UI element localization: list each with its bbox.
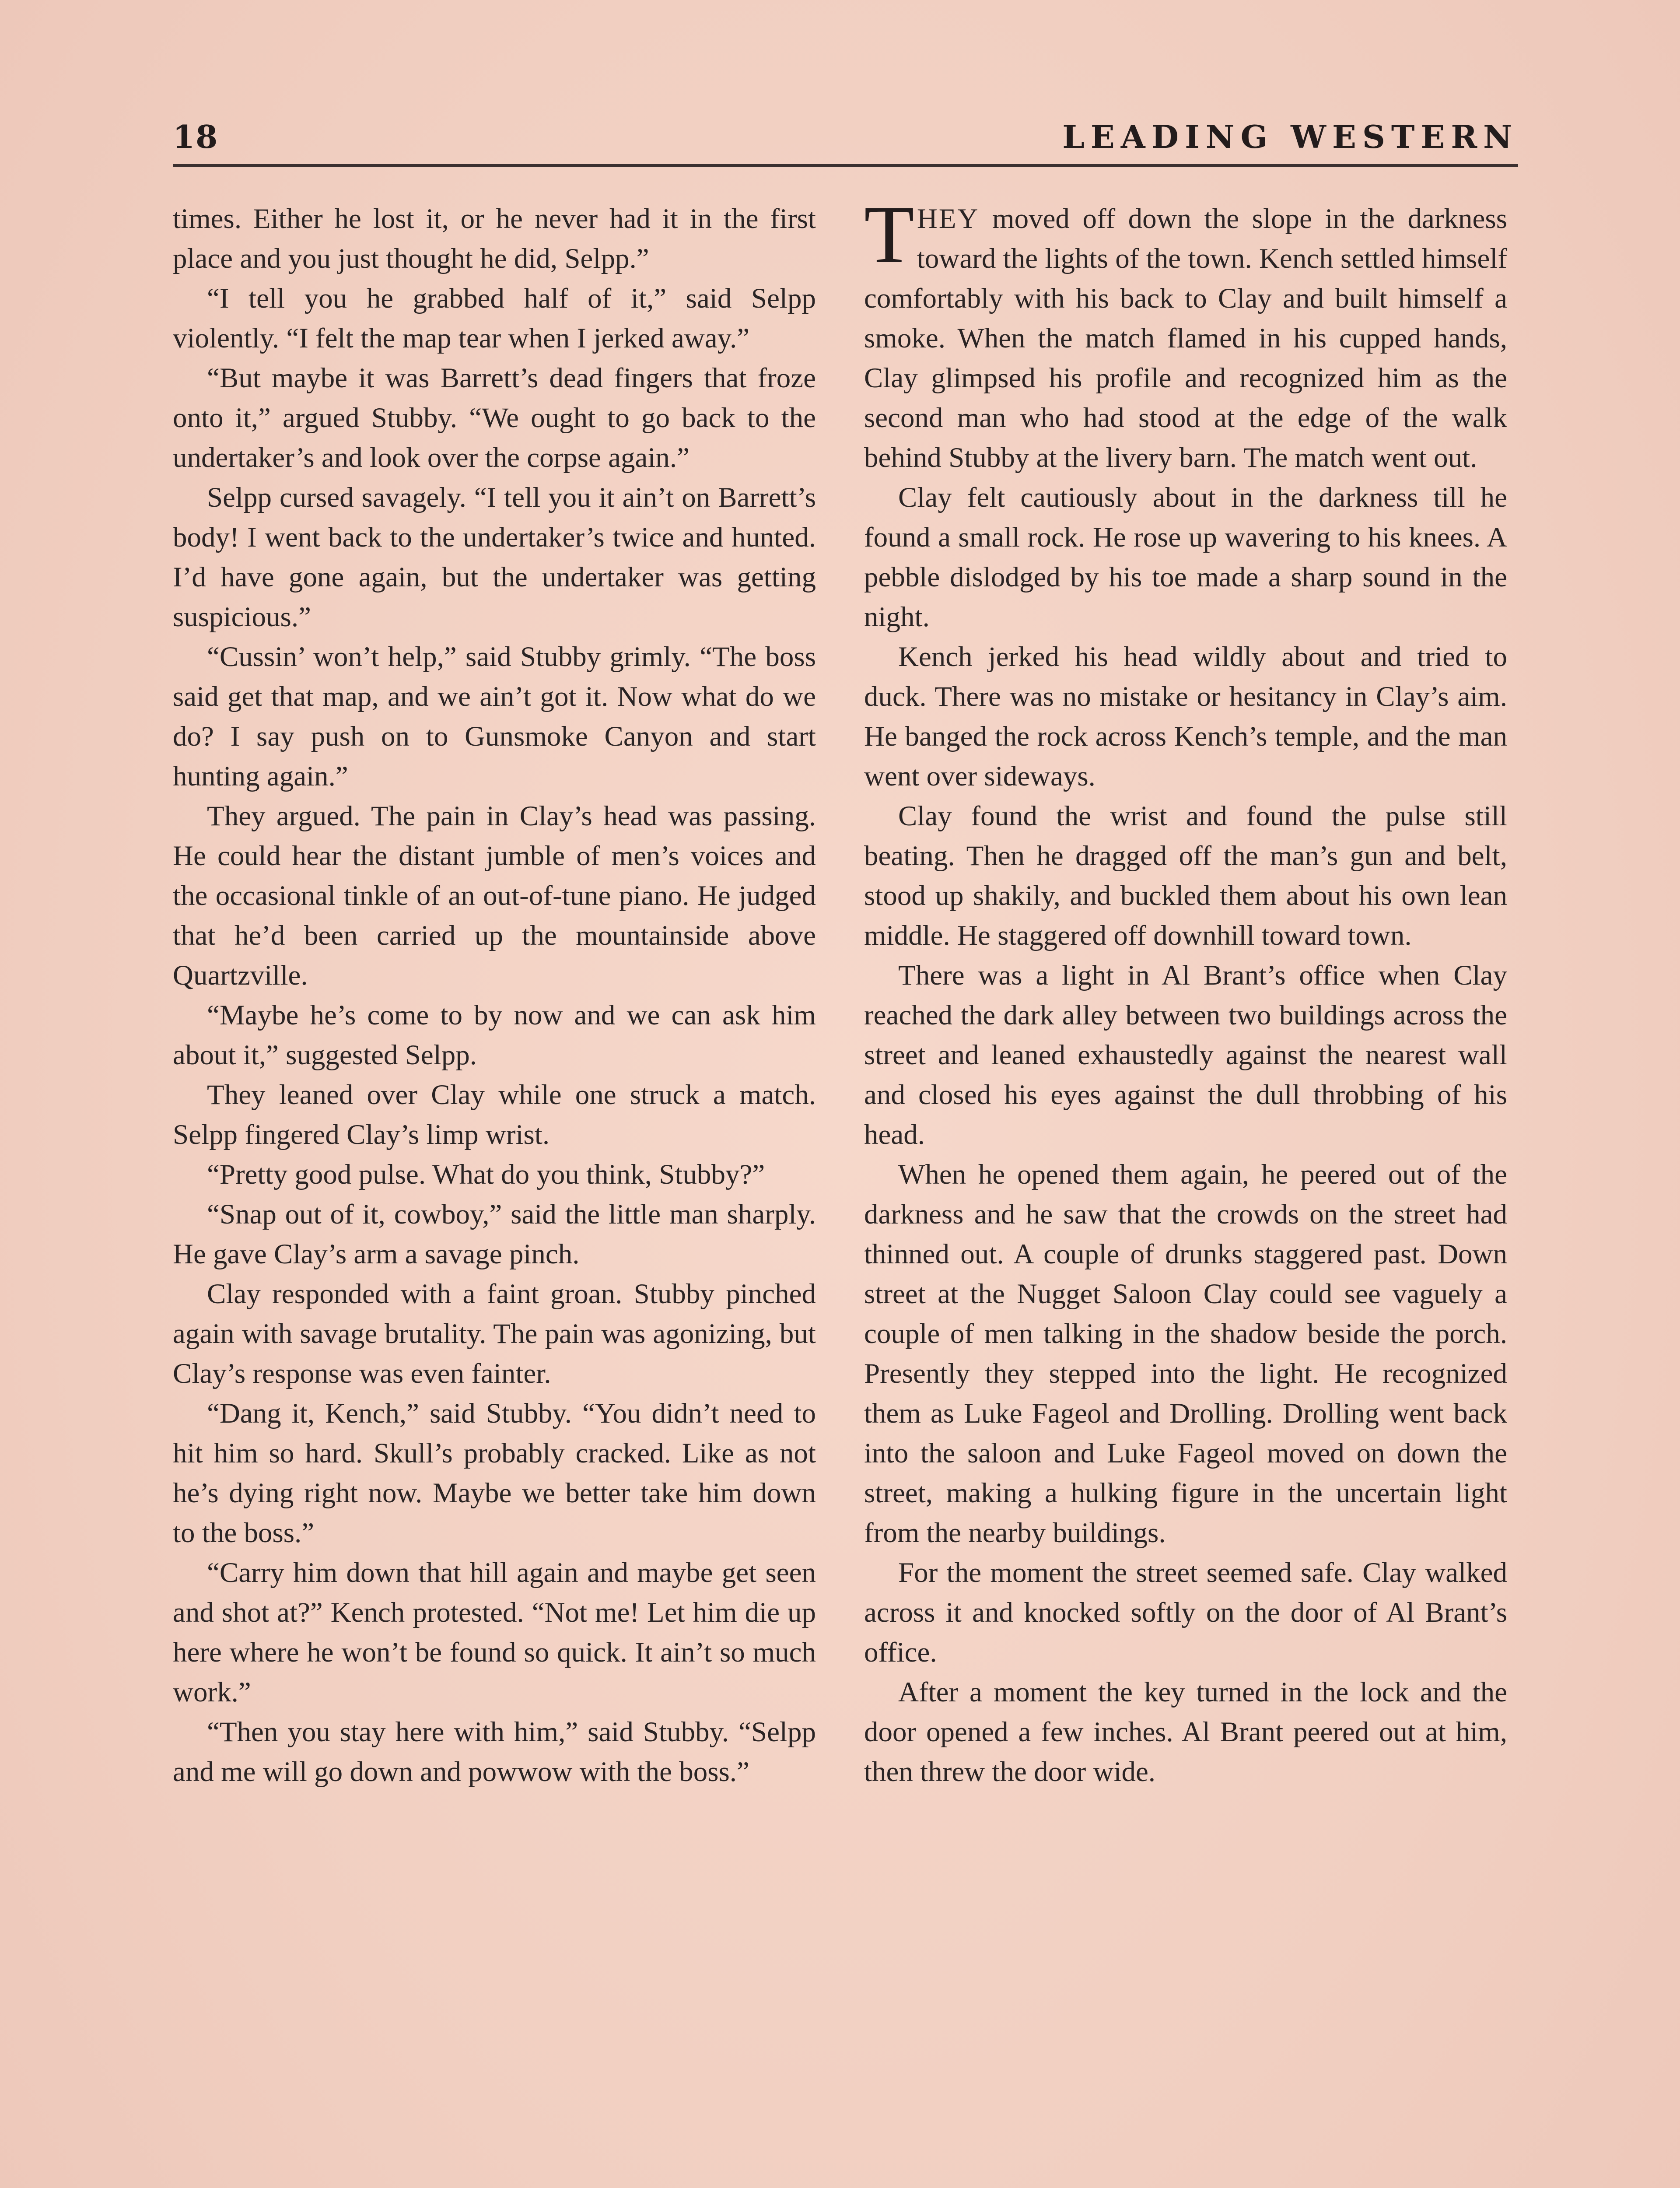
paragraph: They leaned over Clay while one struck a match. Selpp fingered Clay’s limp wrist. [173, 1079, 816, 1150]
paragraph: After a moment the key turned in the lock and the door opened a few inches. Al Brant peered out at him, then threw the door wide. [864, 1676, 1507, 1788]
paragraph: “Carry him down that hill again and maybe get seen and shot at?” Kench protested. “Not me! Let him die up here where he won’t be found so quick. It ain’t so much work.” [173, 1557, 816, 1708]
paragraph: “Dang it, Kench,” said Stubby. “You didn’t need to hit him so hard. Skull’s probably cracked. Like as not he’s dying right now. Maybe we better take him down to the boss.” [173, 1398, 816, 1549]
paragraph: “I tell you he grabbed half of it,” said Selpp violently. “I felt the map tear when I jerked away.” [173, 283, 816, 354]
paragraph: Clay felt cautiously about in the darkness till he found a small rock. He rose up wavering to his knees. A pebble dislodged by his toe made a sharp sound in the night. [864, 482, 1507, 633]
paragraph: They argued. The pain in Clay’s head was passing. He could hear the distant jumble of men’s voices and the occasional tinkle of an out-of-tune piano. He judged that he’d been carried up the mountainside above Quartzville. [173, 800, 816, 991]
running-header [173, 118, 1518, 166]
magazine-title: LEADING WESTERN [1062, 118, 1518, 155]
paragraph: Selpp cursed savagely. “I tell you it ain’t on Barrett’s body! I went back to the undertaker’s twice and hunted. I’d have gone again, but the undertaker was getting suspicious.” [173, 482, 816, 633]
header-rule [173, 164, 1518, 167]
paragraph: times. Either he lost it, or he never had it in the first place and you just thought he did, Selpp.” [173, 203, 816, 274]
paragraph: “Maybe he’s come to by now and we can ask him about it,” suggested Selpp. [173, 999, 816, 1071]
paragraph: “Pretty good pulse. What do you think, Stubby?” [207, 1159, 765, 1190]
paragraph: Kench jerked his head wildly about and tried to duck. There was no mistake or hesitancy in Clay’s aim. He banged the rock across Kench’s temple, and the man went over sideways. [864, 641, 1507, 792]
paragraph: There was a light in Al Brant’s office when Clay reached the dark alley between two buildings across the street and leaned exhaustedly against the nearest wall and closed his eyes against the dull throbbing of his head. [864, 960, 1507, 1150]
paragraph: “Cussin’ won’t help,” said Stubby grimly. “The boss said get that map, and we ain’t got it. Now what do we do? I say push on to Gunsmoke Canyon and start hunting again.” [173, 641, 816, 792]
drop-cap: T [864, 189, 914, 280]
paragraph: “Snap out of it, cowboy,” said the little man sharply. He gave Clay’s arm a savage pinch. [173, 1199, 816, 1270]
opening-paragraph [864, 189, 1507, 478]
page-number: 18 [173, 118, 219, 155]
left-column [173, 199, 816, 1792]
right-column [864, 189, 1507, 1792]
paragraph: Clay responded with a faint groan. Stubby pinched again with savage brutality. The pain was agonizing, but Clay’s response was even fainter. [173, 1278, 816, 1389]
paragraph: “Then you stay here with him,” said Stubby. “Selpp and me will go down and powwow with the boss.” [173, 1716, 816, 1788]
paragraph: Clay found the wrist and found the pulse still beating. Then he dragged off the man’s gun and belt, stood up shakily, and buckled them about his own lean middle. He staggered off downhill toward town. [864, 800, 1507, 951]
opening-word: HEY [917, 203, 980, 235]
paragraph: When he opened them again, he peered out of the darkness and he saw that the crowds on the street had thinned out. A couple of drunks staggered past. Down street at the Nugget Saloon Clay could see vaguely a couple of men talking in the shadow beside the porch. Presently they stepped into the light. He recognized them as Luke Fageol and Drolling. Drolling went back into the saloon and Luke Fageol moved on down the street, making a hulking figure in the uncertain light from the nearby buildings. [864, 1159, 1507, 1549]
paragraph: For the moment the street seemed safe. Clay walked across it and knocked softly on the door of Al Brant’s office. [864, 1557, 1507, 1668]
paragraph: “But maybe it was Barrett’s dead fingers that froze onto it,” argued Stubby. “We ought to go back to the undertaker’s and look over the corpse again.” [173, 362, 816, 473]
opening-text: moved off down the slope in the darkness toward the lights of the town. Kench settled himself comfortably with his back to Clay and built himself a smoke. When the match flamed in his cupped hands, Clay glimpsed his profile and recognized him as the second man who had stood at the edge of the walk behind Stubby at the livery barn. The match went out. [864, 203, 1507, 473]
